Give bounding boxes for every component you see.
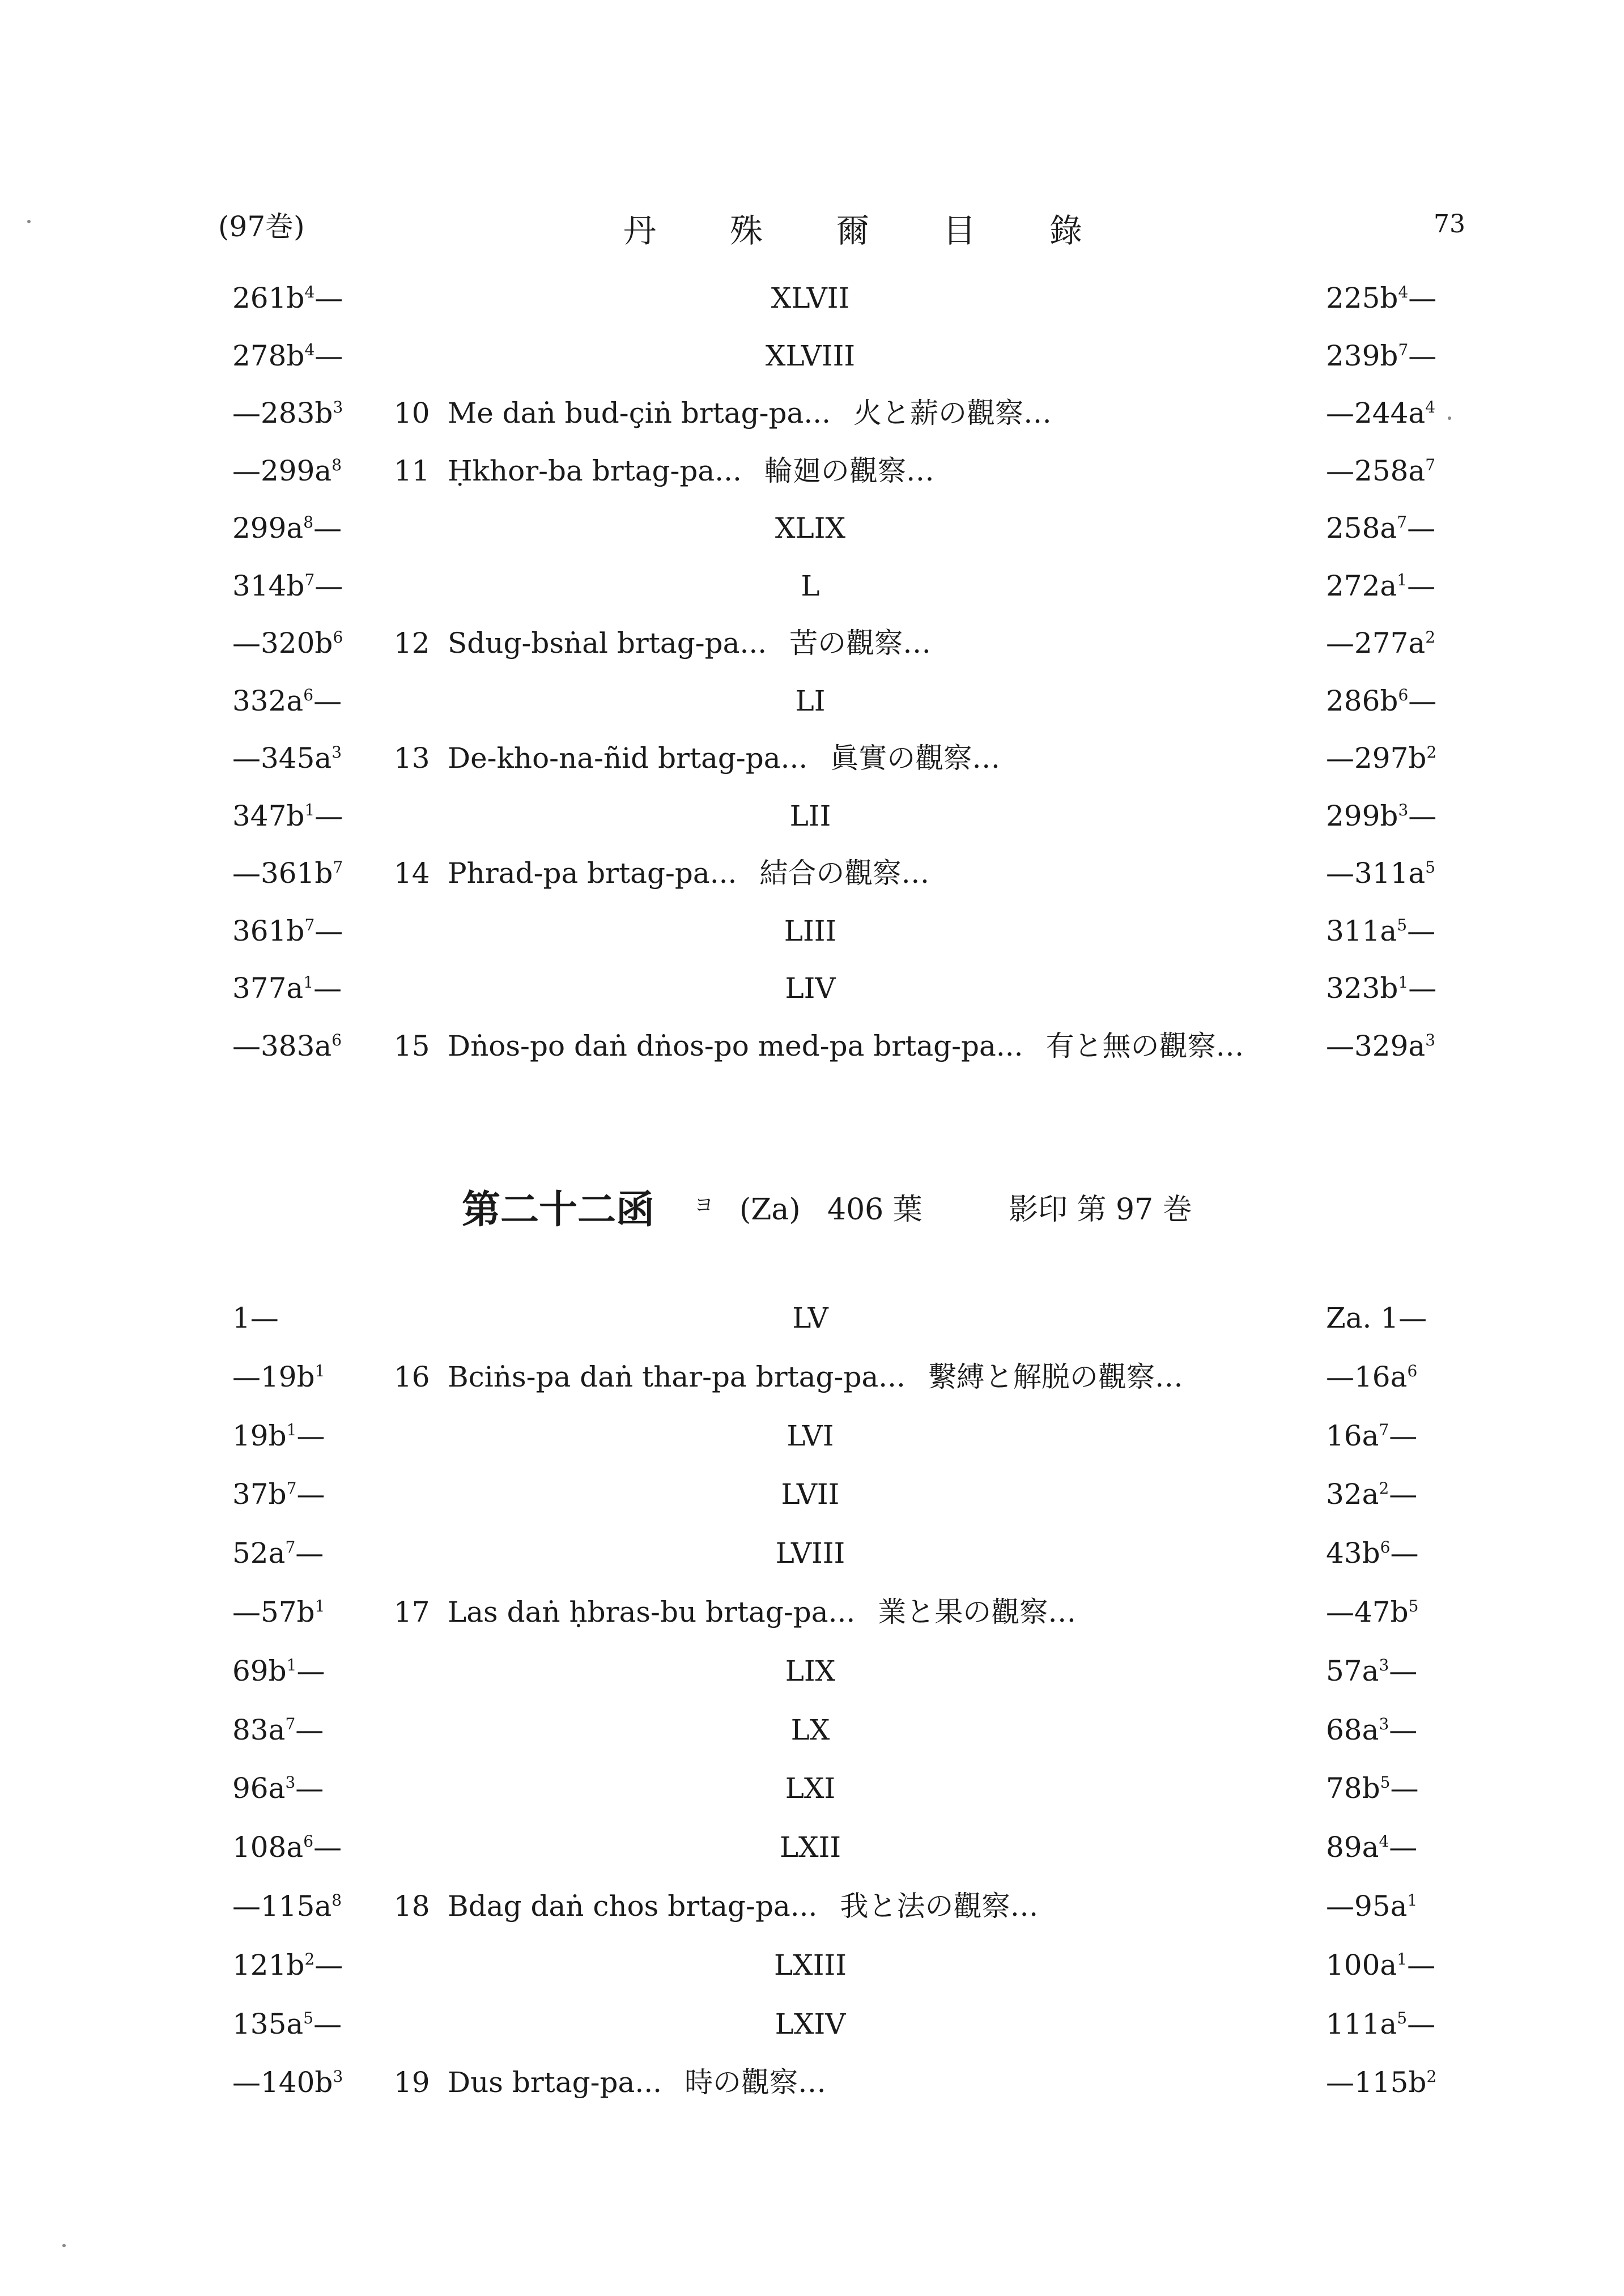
table-row [0, 1350, 1624, 1404]
chapter-number: 14 [394, 857, 430, 890]
right-page-ref: $258a^7—$ [1326, 512, 1436, 545]
table-row [0, 1997, 1624, 2051]
section-heading [0, 1179, 1624, 1241]
chapter-title: Bciṅs-pa daṅ thar-pa brtag-pa... 繫縛と解脱の觀察… [448, 1360, 1183, 1393]
table-row [0, 731, 1624, 785]
right-page-ref: $89a^4—$ [1326, 1831, 1418, 1864]
left-page-ref-superscript: 8 [331, 455, 342, 474]
right-page-ref: $—115b^2$ [1326, 2066, 1437, 2099]
table-row [0, 1409, 1624, 1463]
chapter-title: Dus brtag-pa... 時の觀察… [448, 2066, 827, 2099]
left-page-ref: $278b^4—$ [232, 339, 343, 372]
table-row [0, 444, 1624, 498]
page-header [0, 204, 1624, 255]
left-page-ref: $—57b^1$ [232, 1596, 325, 1629]
left-page-ref-superscript: 5 [303, 2008, 314, 2027]
left-page-ref-superscript: 3 [285, 1773, 296, 1792]
left-page-ref: $135a^5—$ [232, 2007, 342, 2040]
chapter-title-japanese: 時の觀察… [685, 2066, 827, 2099]
left-page-ref: $377a^1—$ [232, 972, 342, 1005]
page-number: 73 [1434, 210, 1465, 239]
table-row [0, 559, 1624, 613]
table-row [0, 904, 1624, 958]
chapter-title: Sdug-bsṅal brtag-pa... 苦の觀察… [448, 627, 932, 660]
left-page-ref: $299a^8—$ [232, 512, 342, 545]
table-row [0, 846, 1624, 900]
section-numeral: LXIII [773, 1948, 847, 1982]
right-page-ref-superscript: 1 [1397, 570, 1408, 589]
section-numeral: LV [792, 1302, 828, 1334]
left-page-ref: $—383a^6$ [232, 1029, 342, 1062]
chapter-number: 13 [394, 742, 430, 775]
chapter-title-japanese: 我と法の觀察… [840, 1890, 1039, 1923]
right-page-ref-superscript: 3 [1425, 1030, 1436, 1049]
chapter-title-japanese: 繫縛と解脱の觀察… [928, 1360, 1183, 1393]
right-page-ref: $225b^4—$ [1326, 282, 1437, 314]
table-row [0, 1879, 1624, 1933]
table-row [0, 1526, 1624, 1580]
left-page-ref-superscript: 8 [331, 1891, 342, 1910]
right-page-ref-superscript: 1 [1398, 973, 1409, 992]
right-page-ref: $—258a^7$ [1326, 454, 1436, 487]
section-numeral: LIV [785, 972, 836, 1005]
left-page-ref: $108a^6—$ [232, 1831, 342, 1864]
left-page-ref: $69b^1—$ [232, 1654, 325, 1687]
right-page-ref: $286b^6—$ [1326, 684, 1437, 717]
table-row [0, 501, 1624, 555]
left-page-ref: $—19b^1$ [232, 1360, 325, 1393]
section-numeral: LXII [779, 1831, 841, 1864]
left-page-ref: $—320b^6$ [232, 627, 343, 660]
table-row [0, 1761, 1624, 1815]
volume-label: (97巻) [218, 210, 305, 243]
right-page-ref: $—311a^5$ [1326, 857, 1436, 890]
chapter-number: 12 [394, 627, 430, 660]
left-page-ref-superscript: 6 [303, 1832, 314, 1851]
table-row [0, 1644, 1624, 1698]
right-page-ref: $57a^3—$ [1326, 1654, 1418, 1687]
left-page-ref-superscript: 3 [333, 398, 343, 416]
right-page-ref-superscript: 5 [1380, 1773, 1391, 1792]
table-row [0, 674, 1624, 728]
left-page-ref-superscript: 1 [314, 1361, 325, 1380]
table-row [0, 616, 1624, 670]
section-numeral: XLVII [771, 282, 850, 314]
chapter-title: Ḥkhor-ba brtag-pa... 輪廻の觀察… [448, 454, 934, 487]
right-page-ref-superscript: 1 [1407, 1891, 1418, 1910]
right-page-ref-superscript: 7 [1398, 340, 1409, 359]
table-row [0, 1291, 1624, 1345]
right-page-ref-superscript: 2 [1425, 628, 1436, 647]
page-title: 丹殊爾目錄 [623, 211, 1157, 250]
left-page-ref: $52a^7—$ [232, 1537, 324, 1570]
left-page-ref-superscript: 7 [304, 570, 315, 589]
left-page-ref-superscript: 4 [304, 340, 315, 359]
left-page-ref: $—361b^7$ [232, 857, 343, 890]
left-page-ref-superscript: 1 [304, 800, 315, 819]
chapter-number: 10 [394, 397, 430, 430]
section-numeral: LIII [784, 914, 837, 947]
left-page-ref: $83a^7—$ [232, 1713, 324, 1746]
left-page-ref: $—299a^8$ [232, 454, 342, 487]
chapter-title-japanese: 業と果の觀察… [878, 1596, 1077, 1629]
section-numeral: XLVIII [765, 339, 856, 372]
section-numeral: XLIX [775, 512, 846, 545]
left-page-ref: $332a^6—$ [232, 684, 342, 717]
right-page-ref-superscript: 5 [1408, 1597, 1419, 1615]
section-leaves: 406 葉 [827, 1193, 922, 1227]
right-page-ref: $68a^3—$ [1326, 1713, 1418, 1746]
left-page-ref: $37b^7—$ [232, 1478, 325, 1511]
table-row [0, 2055, 1624, 2110]
right-page-ref-superscript: 6 [1380, 1538, 1391, 1557]
right-page-ref-superscript: 7 [1397, 513, 1408, 532]
chapter-number: 16 [394, 1360, 430, 1393]
scan-speck [27, 220, 31, 223]
left-page-ref: $347b^1—$ [232, 799, 343, 832]
right-page-ref-superscript: 3 [1398, 800, 1409, 819]
left-page-ref: $96a^3—$ [232, 1772, 324, 1805]
left-page-ref-superscript: 2 [304, 1949, 315, 1968]
table-row [0, 1703, 1624, 1757]
right-page-ref: $—47b^5$ [1326, 1596, 1419, 1629]
left-page-ref-superscript: 3 [331, 743, 342, 762]
chapter-title: Bdag daṅ chos brtag-pa... 我と法の觀察… [448, 1890, 1039, 1923]
chapter-title-japanese: 火と薪の觀察… [853, 397, 1052, 430]
left-page-ref-superscript: 1 [303, 973, 314, 992]
table-row [0, 329, 1624, 383]
section-numeral: LII [789, 799, 831, 832]
right-page-ref-superscript: 3 [1379, 1655, 1389, 1674]
table-row [0, 1938, 1624, 1992]
right-page-ref: $—329a^3$ [1326, 1029, 1436, 1062]
right-page-ref-superscript: 1 [1397, 1949, 1408, 1968]
section-volume: 影印 第 97 巻 [1009, 1193, 1192, 1227]
section-numeral: LXIV [775, 2007, 846, 2040]
chapter-title-japanese: 有と無の觀察… [1045, 1029, 1244, 1062]
left-page-ref-superscript: 1 [286, 1655, 297, 1674]
table-row [0, 961, 1624, 1015]
right-page-ref-superscript: 2 [1426, 2067, 1437, 2086]
section-numeral: LI [795, 684, 826, 717]
left-page-ref: $—115a^8$ [232, 1890, 342, 1923]
left-page-ref-superscript: 7 [286, 1479, 297, 1498]
table-row [0, 271, 1624, 325]
chapter-number: 15 [394, 1029, 430, 1062]
right-page-ref-superscript: 2 [1426, 743, 1437, 762]
left-page-ref-superscript: 7 [333, 858, 343, 877]
left-page-ref-superscript: 1 [286, 1420, 297, 1439]
right-page-ref: $272a^1—$ [1326, 569, 1436, 602]
left-page-ref: $19b^1—$ [232, 1419, 325, 1452]
left-page-ref: $—345a^3$ [232, 742, 342, 775]
table-row [0, 1585, 1624, 1639]
chapter-number: 11 [394, 454, 430, 487]
left-page-ref-superscript: 6 [333, 628, 343, 647]
table-row [0, 1467, 1624, 1521]
chapter-title: Dṅos-po daṅ dṅos-po med-pa brtag-pa... 有と無の觀察… [448, 1029, 1244, 1062]
chapter-number: 18 [394, 1890, 430, 1923]
left-page-ref: $—140b^3$ [232, 2066, 343, 2099]
chapter-title: Me daṅ bud-çiṅ brtag-pa... 火と薪の觀察… [448, 397, 1052, 430]
right-page-ref-superscript: 7 [1379, 1420, 1389, 1439]
chapter-title: Phrad-pa brtag-pa... 結合の觀察… [448, 857, 930, 890]
right-page-ref: $323b^1—$ [1326, 972, 1437, 1005]
right-page-ref-superscript: 7 [1425, 455, 1436, 474]
scan-speck [1448, 416, 1451, 420]
left-page-ref-superscript: 7 [304, 915, 315, 934]
right-page-ref-superscript: 4 [1425, 398, 1436, 416]
left-page-ref-superscript: 4 [304, 283, 315, 301]
right-page-ref: $—16a^6$ [1326, 1360, 1418, 1393]
right-page-ref-superscript: 2 [1379, 1479, 1389, 1498]
right-page-ref: $16a^7—$ [1326, 1419, 1418, 1452]
table-row [0, 789, 1624, 843]
section-numeral: LXI [785, 1772, 836, 1805]
right-page-ref-superscript: 6 [1398, 685, 1409, 704]
chapter-title-japanese: 結合の觀察… [759, 857, 930, 890]
right-page-ref-superscript: 5 [1397, 2008, 1408, 2027]
left-page-ref: $261b^4—$ [232, 282, 343, 314]
right-page-ref: $43b^6—$ [1326, 1537, 1419, 1570]
left-page-ref: 1— [232, 1302, 279, 1334]
right-page-ref: $111a^5—$ [1326, 2007, 1436, 2040]
right-page-ref-superscript: 4 [1379, 1832, 1389, 1851]
chapter-title: De-kho-na-ñid brtag-pa... 眞實の觀察… [448, 742, 1001, 775]
left-page-ref-superscript: 6 [303, 685, 314, 704]
left-page-ref: $314b^7—$ [232, 569, 343, 602]
section-kana: ヨ [694, 1194, 713, 1217]
chapter-title-japanese: 輪廻の觀察… [764, 454, 934, 487]
table-row [0, 1019, 1624, 1073]
section-numeral: L [801, 569, 820, 602]
right-page-ref-superscript: 4 [1398, 283, 1409, 301]
section-code: (Za) [739, 1193, 801, 1227]
left-page-ref-superscript: 7 [285, 1714, 296, 1733]
right-page-ref: $239b^7—$ [1326, 339, 1437, 372]
scan-speck [62, 2244, 66, 2247]
right-page-ref: $78b^5—$ [1326, 1772, 1419, 1805]
section-numeral: LVI [787, 1419, 834, 1452]
table-row [0, 386, 1624, 440]
chapter-number: 19 [394, 2066, 430, 2099]
right-page-ref: $—277a^2$ [1326, 627, 1436, 660]
right-page-ref-superscript: 5 [1425, 858, 1436, 877]
left-page-ref-superscript: 6 [331, 1030, 342, 1049]
right-page-ref: $—244a^4$ [1326, 397, 1436, 430]
chapter-title: Las daṅ ḥbras-bu brtag-pa... 業と果の觀察… [448, 1596, 1077, 1629]
left-page-ref: $121b^2—$ [232, 1948, 343, 1982]
section-numeral: LX [790, 1713, 830, 1746]
right-page-ref-superscript: 3 [1379, 1714, 1389, 1733]
chapter-number: 17 [394, 1596, 430, 1629]
section-numeral: LVII [781, 1478, 840, 1511]
right-page-ref-superscript: 5 [1397, 915, 1408, 934]
section-numeral: LIX [785, 1654, 836, 1687]
right-page-ref: $299b^3—$ [1326, 799, 1437, 832]
right-page-ref-superscript: 6 [1407, 1361, 1418, 1380]
right-page-ref: $32a^2—$ [1326, 1478, 1418, 1511]
left-page-ref: $361b^7—$ [232, 914, 343, 947]
left-page-ref-superscript: 3 [333, 2067, 343, 2086]
right-page-ref: $311a^5—$ [1326, 914, 1436, 947]
table-row [0, 1820, 1624, 1874]
section-numeral: LVIII [775, 1537, 845, 1570]
right-page-ref: $—297b^2$ [1326, 742, 1437, 775]
right-page-ref: $100a^1—$ [1326, 1948, 1436, 1982]
chapter-title-japanese: 眞實の觀察… [830, 742, 1001, 775]
section-title: 第二十二函 [462, 1187, 655, 1232]
left-page-ref-superscript: 8 [303, 513, 314, 532]
left-page-ref-superscript: 1 [314, 1597, 325, 1615]
right-page-ref: Za. 1— [1326, 1302, 1427, 1334]
right-page-ref: $—95a^1$ [1326, 1890, 1418, 1923]
left-page-ref: $—283b^3$ [232, 397, 343, 430]
chapter-title-japanese: 苦の觀察… [789, 627, 932, 660]
left-page-ref-superscript: 7 [285, 1538, 296, 1557]
